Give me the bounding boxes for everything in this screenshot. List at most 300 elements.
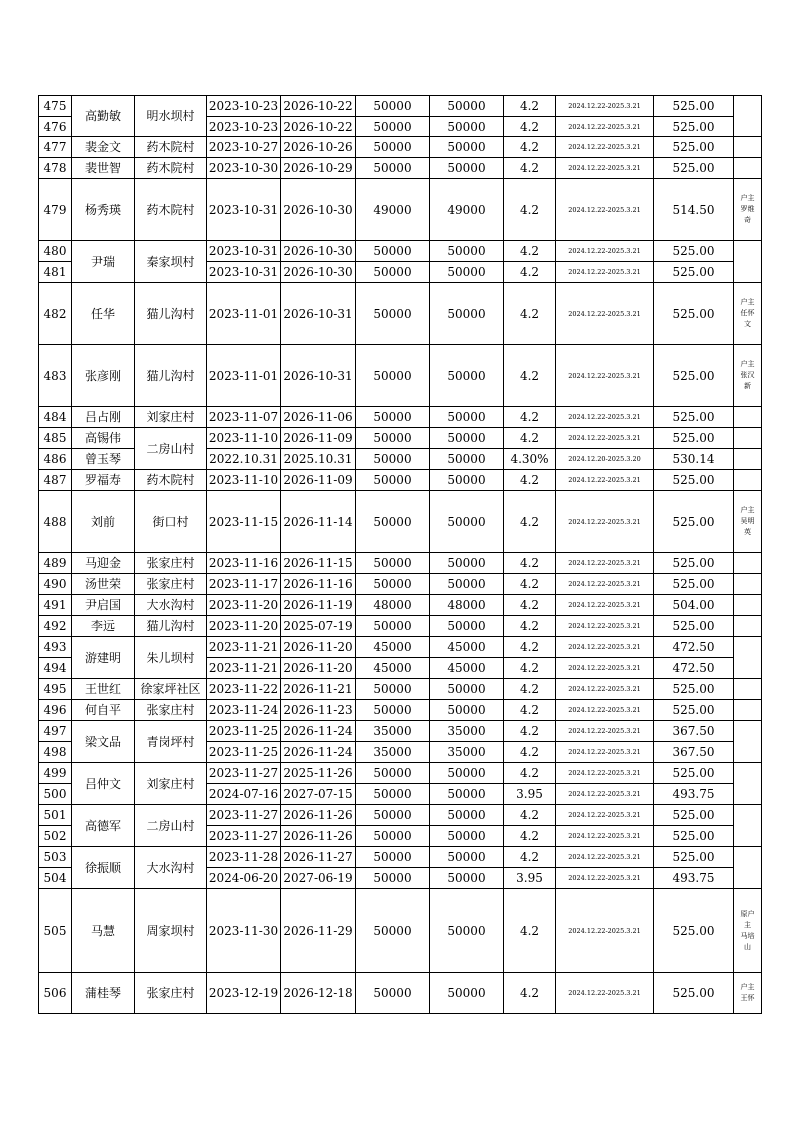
loan-end-date-cell: 2025-11-26	[281, 763, 356, 784]
row-number-cell: 488	[39, 491, 72, 553]
interest-amount-cell: 367.50	[654, 742, 734, 763]
loan-start-date-cell: 2023-10-30	[207, 158, 281, 179]
table-row	[39, 553, 762, 574]
interest-rate-cell: 4.2	[504, 491, 556, 553]
loan-amount-cell: 50000	[356, 553, 430, 574]
remark-cell	[734, 553, 762, 574]
loan-balance-cell: 45000	[430, 658, 504, 679]
table-row	[39, 470, 762, 491]
loan-amount-cell: 50000	[356, 868, 430, 889]
loan-amount-cell: 50000	[356, 574, 430, 595]
borrower-name-cell: 吕占刚	[72, 407, 135, 428]
remark-cell	[734, 449, 762, 470]
interest-amount-cell: 525.00	[654, 283, 734, 345]
loan-end-date-cell: 2026-11-09	[281, 428, 356, 449]
remark-cell	[734, 889, 762, 973]
loan-balance-cell: 50000	[430, 616, 504, 637]
interest-period-cell: 2024.12.22-2025.3.21	[556, 491, 654, 553]
loan-start-date-cell: 2023-11-24	[207, 700, 281, 721]
loan-amount-cell: 50000	[356, 262, 430, 283]
loan-amount-cell: 50000	[356, 805, 430, 826]
row-number-cell: 496	[39, 700, 72, 721]
loan-balance-cell: 50000	[430, 428, 504, 449]
loan-amount-cell: 50000	[356, 470, 430, 491]
loan-balance-cell: 35000	[430, 721, 504, 742]
row-number-cell: 493	[39, 637, 72, 658]
loan-balance-cell: 49000	[430, 179, 504, 241]
loan-end-date-cell: 2026-10-30	[281, 179, 356, 241]
loan-balance-cell: 50000	[430, 96, 504, 117]
remark-cell	[734, 407, 762, 428]
loan-amount-cell: 49000	[356, 179, 430, 241]
borrower-name-cell: 吕仲文	[72, 763, 135, 805]
interest-period-cell: 2024.12.22-2025.3.21	[556, 847, 654, 868]
loan-start-date-cell: 2023-11-21	[207, 637, 281, 658]
loan-end-date-cell: 2025.10.31	[281, 449, 356, 470]
loan-end-date-cell: 2025-07-19	[281, 616, 356, 637]
table-row	[39, 283, 762, 345]
interest-rate-cell: 4.2	[504, 763, 556, 784]
loan-amount-cell: 50000	[356, 763, 430, 784]
borrower-name-cell: 蒲桂琴	[72, 973, 135, 1014]
interest-period-cell: 2024.12.22-2025.3.21	[556, 553, 654, 574]
borrower-name-cell: 罗福寿	[72, 470, 135, 491]
interest-rate-cell: 4.2	[504, 345, 556, 407]
loan-end-date-cell: 2026-10-22	[281, 117, 356, 137]
interest-period-cell: 2024.12.22-2025.3.21	[556, 595, 654, 616]
borrower-name-cell: 高德军	[72, 805, 135, 847]
loan-start-date-cell: 2023-11-01	[207, 283, 281, 345]
remark-line: 户主	[740, 983, 755, 991]
loan-balance-cell: 50000	[430, 826, 504, 847]
interest-rate-cell: 4.2	[504, 973, 556, 1014]
borrower-name-cell: 游建明	[72, 637, 135, 679]
remark-line: 奇	[744, 216, 751, 224]
loan-balance-cell: 48000	[430, 595, 504, 616]
loan-end-date-cell: 2026-11-06	[281, 407, 356, 428]
interest-period-cell: 2024.12.22-2025.3.21	[556, 700, 654, 721]
loan-start-date-cell: 2023-10-31	[207, 241, 281, 262]
borrower-name-cell: 裴世智	[72, 158, 135, 179]
village-cell: 药木院村	[135, 158, 207, 179]
loan-interest-table	[38, 95, 762, 1014]
remark-cell	[734, 679, 762, 700]
loan-start-date-cell: 2022.10.31	[207, 449, 281, 470]
interest-amount-cell: 504.00	[654, 595, 734, 616]
loan-start-date-cell: 2024-06-20	[207, 868, 281, 889]
remark-line: 主	[744, 920, 751, 929]
interest-period-cell: 2024.12.22-2025.3.21	[556, 637, 654, 658]
loan-start-date-cell: 2023-11-30	[207, 889, 281, 973]
interest-rate-cell: 4.2	[504, 700, 556, 721]
interest-period-cell: 2024.12.22-2025.3.21	[556, 616, 654, 637]
interest-rate-cell: 4.2	[504, 595, 556, 616]
row-number-cell: 504	[39, 868, 72, 889]
loan-start-date-cell: 2023-11-10	[207, 428, 281, 449]
remark-line: 文	[744, 320, 751, 328]
village-cell: 大水沟村	[135, 595, 207, 616]
interest-period-cell: 2024.12.22-2025.3.21	[556, 784, 654, 805]
table-row	[39, 889, 762, 973]
interest-period-cell: 2024.12.22-2025.3.21	[556, 179, 654, 241]
village-cell: 药木院村	[135, 179, 207, 241]
remark-cell	[734, 616, 762, 637]
loan-end-date-cell: 2026-11-19	[281, 595, 356, 616]
village-cell: 朱儿坝村	[135, 637, 207, 679]
village-cell: 秦家坝村	[135, 241, 207, 283]
interest-amount-cell: 525.00	[654, 96, 734, 117]
interest-amount-cell: 525.00	[654, 679, 734, 700]
loan-start-date-cell: 2023-10-27	[207, 137, 281, 158]
interest-period-cell: 2024.12.22-2025.3.21	[556, 137, 654, 158]
loan-end-date-cell: 2026-10-31	[281, 283, 356, 345]
interest-period-cell: 2024.12.22-2025.3.21	[556, 742, 654, 763]
village-cell: 张家庄村	[135, 973, 207, 1014]
loan-start-date-cell: 2023-10-23	[207, 117, 281, 137]
village-cell: 周家坝村	[135, 889, 207, 973]
interest-rate-cell: 4.2	[504, 158, 556, 179]
loan-end-date-cell: 2026-11-20	[281, 637, 356, 658]
remark-cell	[734, 470, 762, 491]
interest-rate-cell: 4.2	[504, 742, 556, 763]
loan-end-date-cell: 2026-10-31	[281, 345, 356, 407]
interest-amount-cell: 367.50	[654, 721, 734, 742]
loan-balance-cell: 50000	[430, 700, 504, 721]
loan-balance-cell: 45000	[430, 637, 504, 658]
loan-start-date-cell: 2023-11-27	[207, 763, 281, 784]
interest-period-cell: 2024.12.22-2025.3.21	[556, 763, 654, 784]
row-number-cell: 498	[39, 742, 72, 763]
row-number-cell: 489	[39, 553, 72, 574]
loan-amount-cell: 50000	[356, 428, 430, 449]
borrower-name-cell: 徐振顺	[72, 847, 135, 889]
interest-amount-cell: 530.14	[654, 449, 734, 470]
loan-balance-cell: 50000	[430, 283, 504, 345]
row-number-cell: 491	[39, 595, 72, 616]
interest-rate-cell: 4.2	[504, 262, 556, 283]
borrower-name-cell: 马慧	[72, 889, 135, 973]
remark-line: 户主	[740, 194, 755, 202]
village-cell: 张家庄村	[135, 574, 207, 595]
loan-balance-cell: 50000	[430, 241, 504, 262]
loan-balance-cell: 50000	[430, 574, 504, 595]
loan-start-date-cell: 2023-11-25	[207, 742, 281, 763]
interest-amount-cell: 525.00	[654, 470, 734, 491]
row-number-cell: 477	[39, 137, 72, 158]
loan-amount-cell: 50000	[356, 137, 430, 158]
interest-amount-cell: 525.00	[654, 407, 734, 428]
interest-rate-cell: 4.2	[504, 117, 556, 137]
loan-balance-cell: 50000	[430, 847, 504, 868]
row-number-cell: 486	[39, 449, 72, 470]
loan-end-date-cell: 2026-11-27	[281, 847, 356, 868]
loan-balance-cell: 50000	[430, 158, 504, 179]
loan-end-date-cell: 2026-10-30	[281, 241, 356, 262]
remark-cell	[734, 96, 762, 137]
loan-start-date-cell: 2023-11-20	[207, 616, 281, 637]
loan-start-date-cell: 2023-11-22	[207, 679, 281, 700]
loan-balance-cell: 50000	[430, 470, 504, 491]
loan-start-date-cell: 2023-11-15	[207, 491, 281, 553]
interest-rate-cell: 4.2	[504, 470, 556, 491]
interest-rate-cell: 4.2	[504, 847, 556, 868]
interest-period-cell: 2024.12.22-2025.3.21	[556, 721, 654, 742]
loan-end-date-cell: 2026-11-24	[281, 742, 356, 763]
village-cell: 青岗坪村	[135, 721, 207, 763]
interest-period-cell: 2024.12.22-2025.3.21	[556, 826, 654, 847]
table-row	[39, 595, 762, 616]
loan-start-date-cell: 2023-10-31	[207, 262, 281, 283]
loan-start-date-cell: 2023-11-25	[207, 721, 281, 742]
remark-line: 新	[744, 382, 751, 390]
row-number-cell: 475	[39, 96, 72, 117]
row-number-cell: 481	[39, 262, 72, 283]
borrower-name-cell: 杨秀瑛	[72, 179, 135, 241]
remark-cell	[734, 241, 762, 283]
interest-rate-cell: 3.95	[504, 784, 556, 805]
loan-balance-cell: 50000	[430, 763, 504, 784]
remark-cell	[734, 763, 762, 805]
loan-balance-cell: 50000	[430, 553, 504, 574]
remark-cell	[734, 179, 762, 241]
loan-start-date-cell: 2023-11-20	[207, 595, 281, 616]
interest-period-cell: 2024.12.20-2025.3.20	[556, 449, 654, 470]
row-number-cell: 501	[39, 805, 72, 826]
row-number-cell: 497	[39, 721, 72, 742]
interest-amount-cell: 525.00	[654, 847, 734, 868]
village-cell: 张家庄村	[135, 700, 207, 721]
row-number-cell: 492	[39, 616, 72, 637]
loan-amount-cell: 50000	[356, 449, 430, 470]
table-row	[39, 973, 762, 1014]
village-cell: 猫儿沟村	[135, 283, 207, 345]
remark-line: 英	[744, 528, 751, 536]
village-cell: 药木院村	[135, 470, 207, 491]
loan-amount-cell: 35000	[356, 721, 430, 742]
table-row	[39, 241, 762, 262]
row-number-cell: 502	[39, 826, 72, 847]
loan-amount-cell: 50000	[356, 784, 430, 805]
row-number-cell: 478	[39, 158, 72, 179]
interest-rate-cell: 4.2	[504, 137, 556, 158]
remark-cell	[734, 491, 762, 553]
interest-period-cell: 2024.12.22-2025.3.21	[556, 345, 654, 407]
row-number-cell: 479	[39, 179, 72, 241]
loan-end-date-cell: 2026-11-15	[281, 553, 356, 574]
village-cell: 明水坝村	[135, 96, 207, 137]
interest-rate-cell: 4.2	[504, 889, 556, 973]
loan-start-date-cell: 2024-07-16	[207, 784, 281, 805]
remark-cell	[734, 973, 762, 1014]
row-number-cell: 483	[39, 345, 72, 407]
row-number-cell: 480	[39, 241, 72, 262]
interest-amount-cell: 514.50	[654, 179, 734, 241]
loan-start-date-cell: 2023-10-23	[207, 96, 281, 117]
interest-rate-cell: 4.2	[504, 721, 556, 742]
remark-line: 原户	[740, 909, 755, 918]
interest-amount-cell: 493.75	[654, 868, 734, 889]
interest-period-cell: 2024.12.22-2025.3.21	[556, 868, 654, 889]
loan-amount-cell: 50000	[356, 241, 430, 262]
remark-cell	[734, 637, 762, 679]
loan-end-date-cell: 2026-11-14	[281, 491, 356, 553]
interest-rate-cell: 4.2	[504, 428, 556, 449]
remark-line: 张汉	[740, 371, 755, 379]
remark-cell	[734, 283, 762, 345]
loan-end-date-cell: 2026-10-29	[281, 158, 356, 179]
interest-rate-cell: 4.2	[504, 658, 556, 679]
table-row	[39, 345, 762, 407]
remark-line: 山	[744, 942, 751, 951]
loan-amount-cell: 50000	[356, 700, 430, 721]
loan-balance-cell: 50000	[430, 117, 504, 137]
table-row	[39, 805, 762, 826]
village-cell: 刘家庄村	[135, 407, 207, 428]
loan-amount-cell: 35000	[356, 742, 430, 763]
loan-start-date-cell: 2023-12-19	[207, 973, 281, 1014]
loan-balance-cell: 50000	[430, 345, 504, 407]
loan-balance-cell: 50000	[430, 805, 504, 826]
interest-rate-cell: 4.2	[504, 179, 556, 241]
interest-rate-cell: 4.2	[504, 805, 556, 826]
table-row	[39, 721, 762, 742]
row-number-cell: 494	[39, 658, 72, 679]
borrower-name-cell: 刘前	[72, 491, 135, 553]
loan-end-date-cell: 2026-11-23	[281, 700, 356, 721]
loan-start-date-cell: 2023-11-17	[207, 574, 281, 595]
interest-period-cell: 2024.12.22-2025.3.21	[556, 889, 654, 973]
borrower-name-cell: 裴金文	[72, 137, 135, 158]
loan-start-date-cell: 2023-11-07	[207, 407, 281, 428]
interest-amount-cell: 525.00	[654, 889, 734, 973]
loan-start-date-cell: 2023-11-10	[207, 470, 281, 491]
row-number-cell: 506	[39, 973, 72, 1014]
loan-amount-cell: 45000	[356, 658, 430, 679]
loan-amount-cell: 50000	[356, 847, 430, 868]
village-cell: 张家庄村	[135, 553, 207, 574]
loan-amount-cell: 50000	[356, 491, 430, 553]
loan-balance-cell: 50000	[430, 137, 504, 158]
row-number-cell: 484	[39, 407, 72, 428]
borrower-name-cell: 何自平	[72, 700, 135, 721]
loan-start-date-cell: 2023-11-28	[207, 847, 281, 868]
remark-line: 任怀	[740, 309, 755, 317]
borrower-name-cell: 高勤敏	[72, 96, 135, 137]
remark-cell	[734, 805, 762, 847]
loan-amount-cell: 45000	[356, 637, 430, 658]
borrower-name-cell: 张彦刚	[72, 345, 135, 407]
remark-cell	[734, 574, 762, 595]
loan-end-date-cell: 2026-11-26	[281, 805, 356, 826]
interest-rate-cell: 4.2	[504, 407, 556, 428]
remark-line: 户主	[740, 360, 755, 368]
interest-amount-cell: 525.00	[654, 763, 734, 784]
interest-amount-cell: 525.00	[654, 491, 734, 553]
borrower-name-cell: 马迎金	[72, 553, 135, 574]
loan-start-date-cell: 2023-11-27	[207, 805, 281, 826]
row-number-cell: 499	[39, 763, 72, 784]
loan-start-date-cell: 2023-11-21	[207, 658, 281, 679]
interest-amount-cell: 525.00	[654, 158, 734, 179]
row-number-cell: 503	[39, 847, 72, 868]
loan-end-date-cell: 2026-10-26	[281, 137, 356, 158]
interest-period-cell: 2024.12.22-2025.3.21	[556, 158, 654, 179]
interest-rate-cell: 4.2	[504, 283, 556, 345]
table-row	[39, 137, 762, 158]
loan-amount-cell: 50000	[356, 345, 430, 407]
table-row	[39, 96, 762, 117]
borrower-name-cell: 王世红	[72, 679, 135, 700]
remark-line: 王怀	[740, 994, 755, 1002]
loan-end-date-cell: 2026-11-29	[281, 889, 356, 973]
borrower-name-cell: 任华	[72, 283, 135, 345]
remark-line: 户主	[740, 298, 755, 306]
interest-period-cell: 2024.12.22-2025.3.21	[556, 96, 654, 117]
table-row	[39, 616, 762, 637]
loan-start-date-cell: 2023-11-01	[207, 345, 281, 407]
loan-amount-cell: 50000	[356, 973, 430, 1014]
remark-line: 吴明	[740, 517, 755, 525]
village-cell: 猫儿沟村	[135, 616, 207, 637]
loan-balance-cell: 50000	[430, 868, 504, 889]
loan-balance-cell: 50000	[430, 889, 504, 973]
remark-line: 罗维	[740, 205, 755, 213]
village-cell: 大水沟村	[135, 847, 207, 889]
village-cell: 猫儿沟村	[135, 345, 207, 407]
interest-period-cell: 2024.12.22-2025.3.21	[556, 679, 654, 700]
interest-amount-cell: 525.00	[654, 616, 734, 637]
loan-start-date-cell: 2023-10-31	[207, 179, 281, 241]
loan-balance-cell: 50000	[430, 973, 504, 1014]
remark-cell	[734, 428, 762, 449]
row-number-cell: 490	[39, 574, 72, 595]
loan-balance-cell: 50000	[430, 449, 504, 470]
row-number-cell: 482	[39, 283, 72, 345]
row-number-cell: 485	[39, 428, 72, 449]
interest-period-cell: 2024.12.22-2025.3.21	[556, 658, 654, 679]
loan-balance-cell: 35000	[430, 742, 504, 763]
interest-amount-cell: 525.00	[654, 700, 734, 721]
loan-start-date-cell: 2023-11-16	[207, 553, 281, 574]
loan-start-date-cell: 2023-11-27	[207, 826, 281, 847]
table-row	[39, 763, 762, 784]
row-number-cell: 495	[39, 679, 72, 700]
loan-amount-cell: 50000	[356, 679, 430, 700]
interest-period-cell: 2024.12.22-2025.3.21	[556, 117, 654, 137]
loan-balance-cell: 50000	[430, 407, 504, 428]
interest-rate-cell: 4.2	[504, 637, 556, 658]
loan-balance-cell: 50000	[430, 784, 504, 805]
interest-amount-cell: 525.00	[654, 345, 734, 407]
loan-amount-cell: 50000	[356, 96, 430, 117]
interest-amount-cell: 525.00	[654, 262, 734, 283]
remark-cell	[734, 721, 762, 763]
remark-cell	[734, 700, 762, 721]
interest-period-cell: 2024.12.22-2025.3.21	[556, 973, 654, 1014]
borrower-name-cell: 汤世荣	[72, 574, 135, 595]
borrower-name-cell: 李远	[72, 616, 135, 637]
loan-amount-cell: 50000	[356, 616, 430, 637]
loan-balance-cell: 50000	[430, 679, 504, 700]
interest-rate-cell: 4.2	[504, 616, 556, 637]
borrower-name-cell: 尹瑞	[72, 241, 135, 283]
interest-amount-cell: 525.00	[654, 241, 734, 262]
remark-cell	[734, 137, 762, 158]
interest-amount-cell: 525.00	[654, 805, 734, 826]
village-cell: 二房山村	[135, 805, 207, 847]
loan-end-date-cell: 2026-11-21	[281, 679, 356, 700]
interest-amount-cell: 525.00	[654, 428, 734, 449]
